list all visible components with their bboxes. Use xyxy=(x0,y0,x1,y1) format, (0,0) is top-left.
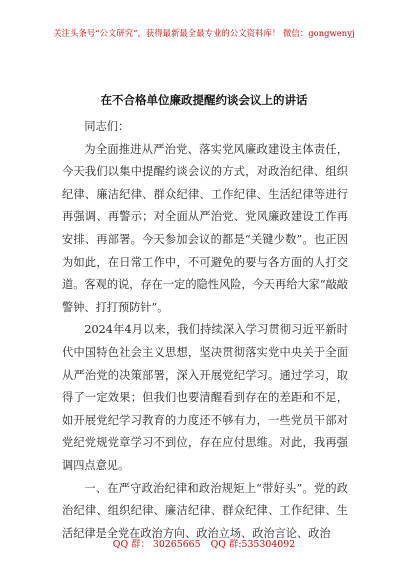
body-paragraph-3: 一、在严守政治纪律和政治规矩上“带好头”。党的政治纪律、组织纪律、廉洁纪律、群众纪律、工作纪律、生活纪律是全党在政治方向、政治立场、政治言论、政治 xyxy=(62,481,348,540)
salutation: 同志们： xyxy=(84,120,130,133)
footer-contact xyxy=(0,536,408,550)
body-paragraph-2: 2024年4月以来，我们持续深入学习贯彻习近平新时代中国特色社会主义思想，坚决贯彻落实党中央关于全面从严治党的决策部署，深入开展党纪学习。通过学习，取得了一定效果；但我们也要清醒看到存在的差距和不足，如开展党纪学习教育的力度还不够有力，一些党员干部对党纪党规党章学习不到位，存在应付思维。对此，我再强调四点意见。 xyxy=(62,323,348,472)
document-title: 在不合格单位廉政提醒约谈会议上的讲话 xyxy=(100,93,308,107)
footer-qq-left: QQ 群： 30265665 xyxy=(112,539,201,550)
document-body xyxy=(62,116,348,545)
body-paragraph-1: 为全面推进从严治党、落实党风廉政建设主体责任，今天我们以集中提醒约谈会议的方式，对政治纪律、组织纪律、廉洁纪律、群众纪律、工作纪律、生活纪律等进行再强调、再警示；对全面从严治党、党风廉政建设工作再安排、再部署。今天参加会议的都是“关键少数”。也正因为如此，在日常工作中，不可避免的要与各方面的人打交道。客观的说，存在一定的隐性风险，今天再给大家“敲敲警钟、打打预防针”。 xyxy=(62,142,348,314)
footer-qq-right: QQ 群:535304092 xyxy=(210,539,296,550)
header-promo-note: 关注头条号“公文研究”，获得最新最全最专业的公文资料库！ 微信：gongwenyj xyxy=(53,28,355,38)
